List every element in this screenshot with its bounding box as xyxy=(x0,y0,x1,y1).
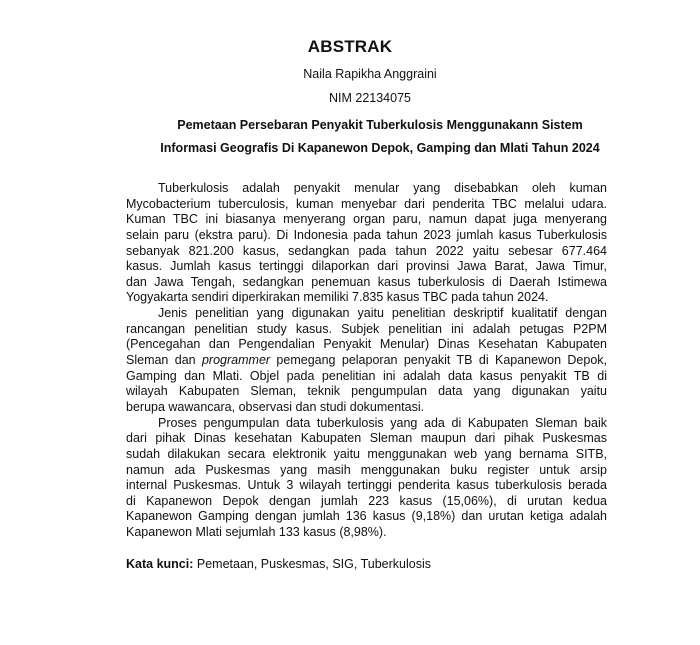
text-line xyxy=(126,353,607,369)
abstract-body xyxy=(126,181,607,541)
text-line: kasus. Jumlah kasus tertinggi dilaporkan dari provinsi Jawa Barat, Jawa Timur, xyxy=(126,259,607,274)
text-line: internal Puskesmas. Untuk 3 wilayah tertinggi penderita kasus tuberkulosis berada xyxy=(126,478,607,493)
text-line: Kuman TBC ini biasanya menyerang organ paru, namun dapat juga menyerang xyxy=(126,212,607,227)
keywords xyxy=(126,557,431,571)
thesis-title-line-1: Pemetaan Persebaran Penyakit Tuberkulosis Menggunakann Sistem xyxy=(177,118,583,132)
text-line: Kapanewon Gamping dengan jumlah 136 kasus (9,18%) dan urutan ketiga adalah xyxy=(126,509,607,524)
abstract-heading: ABSTRAK xyxy=(307,37,393,56)
text-line: namun ada Puskesmas yang masih menggunakan buku register untuk arsip xyxy=(126,462,607,477)
text-line: di Kapanewon Depok dengan jumlah 223 kasus (15,06%), di urutan kedua xyxy=(126,493,607,508)
text-line: Yogyakarta sendiri diperkirakan memiliki 7.835 kasus TBC pada tahun 2024. xyxy=(126,290,549,305)
text-line: Kapanewon Mlati sejumlah 133 kasus (8,98%). xyxy=(126,525,387,540)
paragraph-3 xyxy=(126,416,607,541)
paragraph-1 xyxy=(126,181,607,306)
author-name: Naila Rapikha Anggraini xyxy=(303,67,437,81)
text-line: Mycobacterium tuberculosis, kuman menyebar dari penderita TBC melalui udara. xyxy=(126,196,607,211)
text-line: Tuberkulosis adalah penyakit menular yang disebabkan oleh kuman xyxy=(158,181,607,195)
text-line: rancangan penelitian study kasus. Subjek penelitian ini adalah petugas P2PM xyxy=(126,321,607,336)
text-segment: Sleman dan xyxy=(126,353,202,368)
text-line: dan Jawa Tengah, sedangkan penemuan kasus tuberkulosis di Daerah Istimewa xyxy=(126,274,607,289)
keywords-list: Pemetaan, Puskesmas, SIG, Tuberkulosis xyxy=(193,557,431,571)
text-line: sebanyak 821.200 kasus, sedangkan pada tahun 2022 yaitu sebesar 677.464 xyxy=(126,243,607,258)
text-line: dari pihak Dinas kesehatan Kabupaten Sleman maupun dari pihak Puskesmas xyxy=(126,431,607,446)
text-segment: pemegang pelaporan penyakit TB di Kapanewon Depok, xyxy=(270,353,607,368)
text-line: Gamping dan Mlati. Objel pada penelitian ini adalah data kasus penyakit TB di xyxy=(126,368,607,383)
paragraph-2 xyxy=(126,306,607,415)
text-line: sudah dilakukan secara elektronik yaitu menggunakan web yang bernama SITB, xyxy=(126,446,607,461)
thesis-title-line-2: Informasi Geografis Di Kapanewon Depok, Gamping dan Mlati Tahun 2024 xyxy=(160,141,600,155)
text-line: berupa wawancara, observasi dan studi dokumentasi. xyxy=(126,399,425,414)
student-id: NIM 22134075 xyxy=(328,91,411,105)
text-line: selain paru (ekstra paru). Di Indonesia pada tahun 2023 jumlah kasus Tuberkulosis xyxy=(126,227,607,242)
text-line: Proses pengumpulan data tuberkulosis yang ada di Kabupaten Sleman baik xyxy=(158,415,607,430)
keywords-label: Kata kunci: xyxy=(126,557,194,571)
text-line: wilayah Kabupaten Sleman, teknik pengumpulan data yang digunakan yaitu xyxy=(126,384,607,399)
text-line: (Pencegahan dan Pengendalian Penyakit Menular) Dinas Kesehatan Kabupaten xyxy=(126,337,607,352)
thesis-title xyxy=(110,114,650,160)
text-line: Jenis penelitian yang digunakan yaitu penelitian deskriptif kualitatif dengan xyxy=(158,306,607,321)
italic-term: programmer xyxy=(201,353,271,368)
